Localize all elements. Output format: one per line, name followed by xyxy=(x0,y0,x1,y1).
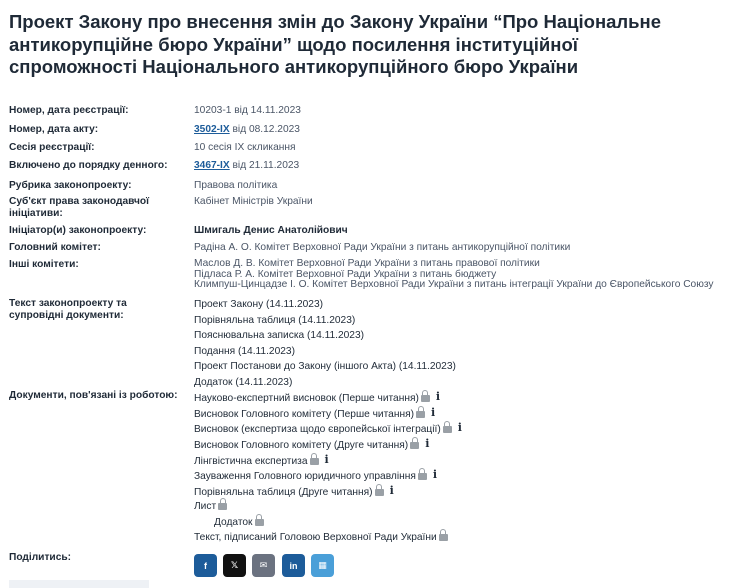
list-item xyxy=(194,530,734,546)
list-item xyxy=(194,452,734,468)
doc-link[interactable]: Порівняльна таблиця (14.11.2023) xyxy=(194,314,356,326)
field-label: Документи, пов'язані із роботою: xyxy=(9,390,178,401)
lock-icon xyxy=(255,519,264,526)
lock-icon xyxy=(439,534,448,541)
field-label: Номер, дата реєстрації: xyxy=(9,105,129,116)
field-label: Суб'єкт права законодавчої ініціативи: xyxy=(9,196,149,219)
doc-title[interactable]: Зауваження Головного юридичного управління xyxy=(194,471,416,483)
footer-bar xyxy=(9,580,149,588)
lock-icon xyxy=(410,442,419,449)
info-icon[interactable]: i xyxy=(435,390,441,403)
info-icon[interactable]: i xyxy=(425,437,430,451)
info-icon[interactable]: i xyxy=(432,468,438,482)
field-value: Шмигаль Денис Анатолійович xyxy=(194,225,348,236)
field-value: Правова політика xyxy=(194,180,278,191)
field-value xyxy=(194,124,734,136)
field-label: Інші комітети: xyxy=(9,259,79,270)
field-value: 10203-1 від 14.11.2023 xyxy=(194,105,301,116)
linkedin-share-button[interactable]: in xyxy=(282,554,305,577)
doc-link[interactable]: Пояснювальна записка (14.11.2023) xyxy=(194,330,365,341)
list-item: Маслов Д. В. Комітет Верховної Ради України з питань правової політики xyxy=(194,258,540,269)
list-item xyxy=(194,389,734,405)
committee-list xyxy=(194,259,734,291)
list-item: Климпуш-Цинцадзе І. О. Комітет Верховної Ради України з питань інтеграції України до Європейського Союзу xyxy=(194,279,714,290)
doc-link[interactable]: Проект Постанови до Закону (іншого Акта) (14.11.2023) xyxy=(194,361,456,372)
agenda-date: від 21.11.2023 xyxy=(229,160,300,171)
field-label: Сесія реєстрації: xyxy=(9,142,95,153)
field-label: Головний комітет: xyxy=(9,242,101,253)
field-label: Включено до порядку денного: xyxy=(9,160,168,171)
field-value: Радіна А. О. Комітет Верховної Ради України з питань антикорупційної політики xyxy=(194,242,571,253)
doc-title[interactable]: Висновок Головного комітету (Друге читання) xyxy=(194,440,409,452)
doc-title[interactable]: Лінгвістична експертиза xyxy=(194,455,308,467)
email-share-button[interactable]: ✉ xyxy=(252,554,275,577)
act-link[interactable]: 3502-IX xyxy=(194,124,230,135)
related-doc-list xyxy=(194,389,734,546)
share-label: Поділитись: xyxy=(9,552,72,563)
agenda-link[interactable]: 3467-IX xyxy=(194,160,230,171)
list-item xyxy=(194,467,734,483)
doc-title[interactable]: Додаток xyxy=(214,516,253,528)
lock-icon xyxy=(418,473,427,480)
field-label: Ініціатор(и) законопроекту: xyxy=(9,225,147,236)
doc-title[interactable]: Текст, підписаний Головою Верховної Ради України xyxy=(194,532,437,544)
lock-icon xyxy=(218,503,227,510)
info-icon[interactable]: i xyxy=(457,421,462,435)
lock-icon xyxy=(310,458,319,465)
field-label: Текст законопроекту та супровідні документи: xyxy=(9,298,127,321)
lock-icon xyxy=(443,426,452,433)
field-value xyxy=(194,160,734,172)
field-value: 10 сесія IX скликання xyxy=(194,142,296,153)
info-icon[interactable]: i xyxy=(324,452,329,466)
doc-title[interactable]: Висновок Головного комітету (Перше читання) xyxy=(194,408,414,420)
doc-link[interactable]: Проект Закону (14.11.2023) xyxy=(194,299,324,310)
list-item xyxy=(194,436,734,452)
info-icon[interactable]: i xyxy=(431,405,436,419)
lock-icon xyxy=(416,411,425,418)
list-item: Підласа Р. А. Комітет Верховної Ради України з питань бюджету xyxy=(194,268,497,280)
info-icon[interactable]: i xyxy=(389,484,394,498)
list-item xyxy=(194,483,734,499)
list-item xyxy=(194,420,734,436)
doc-title[interactable]: Лист xyxy=(194,500,217,512)
field-label: Рубрика законопроекту: xyxy=(9,180,132,191)
doc-link[interactable]: Подання (14.11.2023) xyxy=(194,345,295,357)
page-title: Проект Закону про внесення змін до Закону України “Про Національне антикорупційне бюро України” щодо посилення інституційної спроможності Національного антикорупційного бюро України xyxy=(9,11,662,77)
doc-title[interactable]: Висновок (експертиза щодо європейської інтеграції) xyxy=(194,424,441,436)
field-value: Кабінет Міністрів України xyxy=(194,196,313,207)
text-doc-list xyxy=(194,297,734,390)
doc-link[interactable]: Додаток (14.11.2023) xyxy=(194,376,293,388)
facebook-share-button[interactable]: f xyxy=(194,554,217,577)
list-item xyxy=(194,499,734,515)
act-date: від 08.12.2023 xyxy=(229,124,300,135)
lock-icon xyxy=(421,395,430,402)
list-item xyxy=(194,405,734,421)
doc-title[interactable]: Науково-експертний висновок (Перше читання) xyxy=(194,393,419,404)
x-share-button[interactable]: 𝕏 xyxy=(223,554,246,577)
lock-icon xyxy=(375,489,384,496)
field-label: Номер, дата акту: xyxy=(9,124,99,135)
doc-title[interactable]: Порівняльна таблиця (Друге читання) xyxy=(194,487,373,499)
list-item xyxy=(194,515,734,531)
qr-code-share-button[interactable]: ▦ xyxy=(311,554,334,577)
